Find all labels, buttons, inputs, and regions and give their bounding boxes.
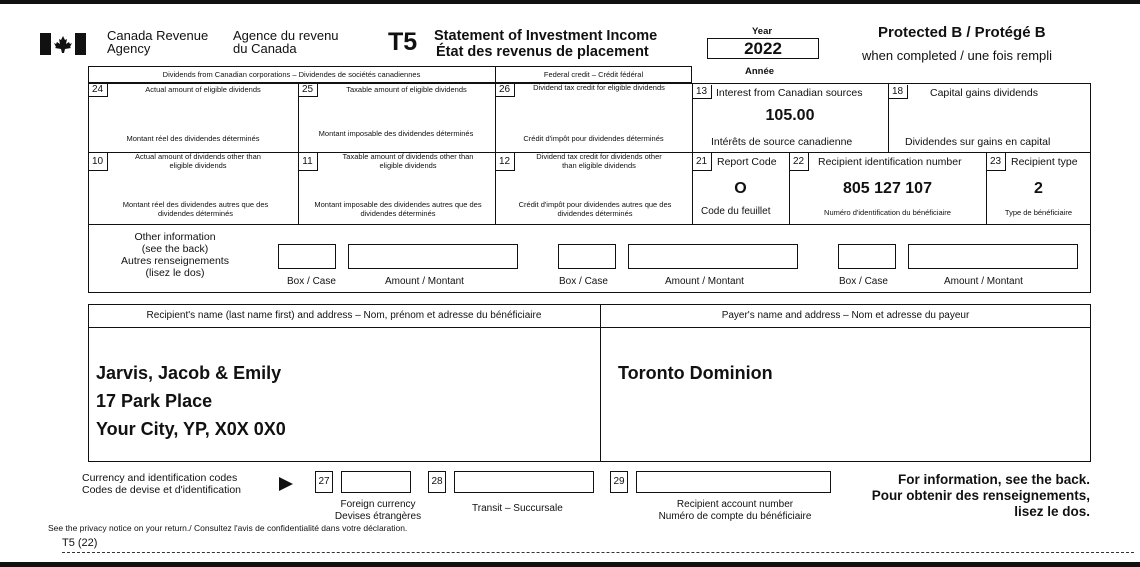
box-21-label-fr: Code du feuillet — [701, 206, 771, 217]
box-number: 12 — [495, 153, 515, 171]
other-info-line1: Other information — [134, 231, 216, 243]
box-25-label-fr: Montant imposable des dividendes déterminés — [318, 129, 474, 138]
other-amount-label-2: Amount / Montant — [665, 276, 744, 287]
box-23-label-fr: Type de bénéficiaire — [1004, 208, 1073, 217]
box-number: 11 — [298, 153, 318, 171]
section-federal-credit: Federal credit – Crédit fédéral — [543, 70, 644, 79]
other-box-label-3: Box / Case — [839, 276, 888, 287]
box-18[interactable] — [888, 83, 1091, 152]
recipient-header: Recipient's name (last name first) and address – Nom, prénom et adresse du bénéficiaire — [146, 310, 542, 321]
box-29-number: 29 — [610, 471, 628, 493]
box-18-label-fr: Dividendes sur gains en capital — [905, 136, 1051, 148]
other-box-code-3[interactable] — [838, 244, 896, 269]
year-label-fr: Année — [745, 66, 775, 77]
box-11[interactable] — [298, 153, 495, 225]
info-line3: lisez le dos. — [1014, 504, 1090, 519]
agency-en-line1: Canada Revenue — [107, 28, 209, 43]
agency-fr-line1: Agence du revenu — [233, 28, 339, 43]
box-26[interactable] — [495, 83, 692, 152]
box-12[interactable] — [495, 153, 692, 225]
other-amount-label-3: Amount / Montant — [944, 276, 1023, 287]
box-22[interactable] — [789, 153, 986, 225]
payer-name[interactable]: Toronto Dominion — [618, 363, 773, 383]
box-24[interactable] — [88, 83, 298, 152]
info-notice — [830, 472, 1090, 520]
year-label: Year — [752, 26, 773, 37]
account-label-en: Recipient account number — [676, 499, 794, 510]
currency-label-en: Currency and identification codes — [82, 472, 238, 484]
box-number: 22 — [789, 153, 809, 171]
box-18-label: Capital gains dividends — [930, 87, 1038, 99]
address-header-divider — [88, 327, 1091, 328]
box-number: 24 — [88, 83, 108, 97]
box-21-label: Report Code — [717, 156, 777, 168]
when-completed-label: when completed / une fois rempli — [862, 48, 1053, 63]
box-25-label: Taxable amount of eligible dividends — [346, 85, 467, 94]
box-11-label-fr: Montant imposable des dividendes autres que des dividendes déterminés — [314, 200, 482, 218]
other-amount-label-1: Amount / Montant — [385, 276, 464, 287]
form-title-en: Statement of Investment Income — [434, 28, 658, 44]
canada-flag-icon — [40, 33, 86, 55]
box-24-label: Actual amount of eligible dividends — [145, 85, 261, 94]
box-13-label: Interest from Canadian sources — [716, 87, 863, 99]
box-number: 18 — [888, 85, 908, 99]
form-code: T5 — [388, 28, 418, 56]
box-number: 23 — [986, 153, 1006, 171]
box-12-label-fr: Crédit d'impôt pour dividendes autres que des dividendes déterminés — [518, 200, 672, 218]
account-number-label — [655, 499, 815, 523]
other-box-code-2[interactable] — [558, 244, 616, 269]
box-23-label: Recipient type — [1011, 156, 1078, 168]
form-title-fr: État des revenus de placement — [436, 44, 649, 60]
currency-codes-label — [82, 472, 241, 496]
other-box-label-2: Box / Case — [559, 276, 608, 287]
bottom-border — [0, 562, 1140, 567]
transit-label: Transit – Succursale — [472, 503, 563, 514]
box-number: 25 — [298, 83, 318, 97]
box-22-label: Recipient identification number — [818, 156, 962, 168]
agency-name-en — [107, 29, 208, 55]
other-info-label — [95, 231, 255, 279]
box-21[interactable] — [692, 153, 789, 225]
recipient-address[interactable] — [96, 359, 286, 443]
arrow-right-icon — [278, 476, 294, 492]
other-box-label-1: Box / Case — [287, 276, 336, 287]
box-13[interactable] — [692, 83, 888, 152]
foreign-currency-field[interactable] — [341, 471, 411, 493]
agency-name-fr — [233, 29, 339, 55]
transit-field[interactable] — [454, 471, 594, 493]
box-27-number: 27 — [315, 471, 333, 493]
other-amount-1[interactable] — [348, 244, 518, 269]
address-col-divider — [600, 304, 601, 462]
foreign-label-fr: Devises étrangères — [334, 511, 422, 522]
box-13-value: 105.00 — [765, 107, 815, 124]
box-10-label: Actual amount of dividends other than eligible dividends — [135, 152, 261, 170]
box-26-label-fr: Crédit d'impôt pour dividendes déterminés — [523, 134, 664, 143]
other-box-code-1[interactable] — [278, 244, 336, 269]
box-23[interactable] — [986, 153, 1091, 225]
box-22-label-fr: Numéro d'identification du bénéficiaire — [824, 208, 951, 217]
other-amount-2[interactable] — [628, 244, 798, 269]
other-info-line2: (see the back) — [141, 243, 209, 255]
top-border — [0, 0, 1140, 4]
agency-fr-line2: du Canada — [233, 41, 297, 56]
recipient-city: Your City, YP, X0X 0X0 — [96, 419, 286, 439]
box-12-label: Dividend tax credit for dividends other than eligible dividends — [536, 152, 662, 170]
foreign-currency-label — [318, 499, 438, 523]
box-26-label: Dividend tax credit for eligible dividends — [533, 83, 665, 92]
box-10[interactable] — [88, 153, 298, 225]
agency-en-line2: Agency — [107, 41, 151, 56]
recipient-street: 17 Park Place — [96, 391, 213, 411]
year-field[interactable]: 2022 — [707, 38, 819, 59]
currency-label-fr: Codes de devise et d'identification — [82, 484, 242, 496]
box-24-label-fr: Montant réel des dividendes déterminés — [126, 134, 260, 143]
form-id: T5 (22) — [62, 537, 98, 549]
box-21-value: O — [734, 180, 747, 197]
account-label-fr: Numéro de compte du bénéficiaire — [658, 511, 812, 522]
box-28-number: 28 — [428, 471, 446, 493]
form-title — [434, 28, 657, 60]
info-line2: Pour obtenir des renseignements, — [871, 488, 1090, 503]
recipient-name: Jarvis, Jacob & Emily — [96, 363, 282, 383]
protected-label: Protected B / Protégé B — [878, 24, 1046, 41]
foreign-label-en: Foreign currency — [340, 499, 416, 510]
box-number: 21 — [692, 153, 712, 171]
section-dividends: Dividends from Canadian corporations – Dividendes de sociétés canadiennes — [162, 70, 421, 79]
box-number: 26 — [495, 83, 515, 97]
payer-header: Payer's name and address – Nom et adresse du payeur — [721, 310, 970, 321]
box-22-value: 805 127 107 — [843, 180, 932, 197]
box-10-label-fr: Montant réel des dividendes autres que des dividendes déterminés — [122, 200, 269, 218]
box-number: 13 — [692, 85, 712, 99]
info-line1: For information, see the back. — [897, 472, 1090, 487]
cut-line — [62, 552, 1134, 553]
other-amount-3[interactable] — [908, 244, 1078, 269]
other-info-line4: (lisez le dos) — [145, 267, 205, 279]
box-23-value: 2 — [1034, 180, 1043, 197]
account-number-field[interactable] — [636, 471, 831, 493]
box-11-label: Taxable amount of dividends other than eligible dividends — [342, 152, 474, 170]
box-25[interactable] — [298, 83, 495, 152]
privacy-notice: See the privacy notice on your return./ Consultez l'avis de confidentialité dans votre déclaration. — [48, 523, 408, 533]
box-number: 10 — [88, 153, 108, 171]
other-info-line3: Autres renseignements — [121, 255, 229, 267]
box-13-label-fr: Intérêts de source canadienne — [711, 136, 853, 148]
